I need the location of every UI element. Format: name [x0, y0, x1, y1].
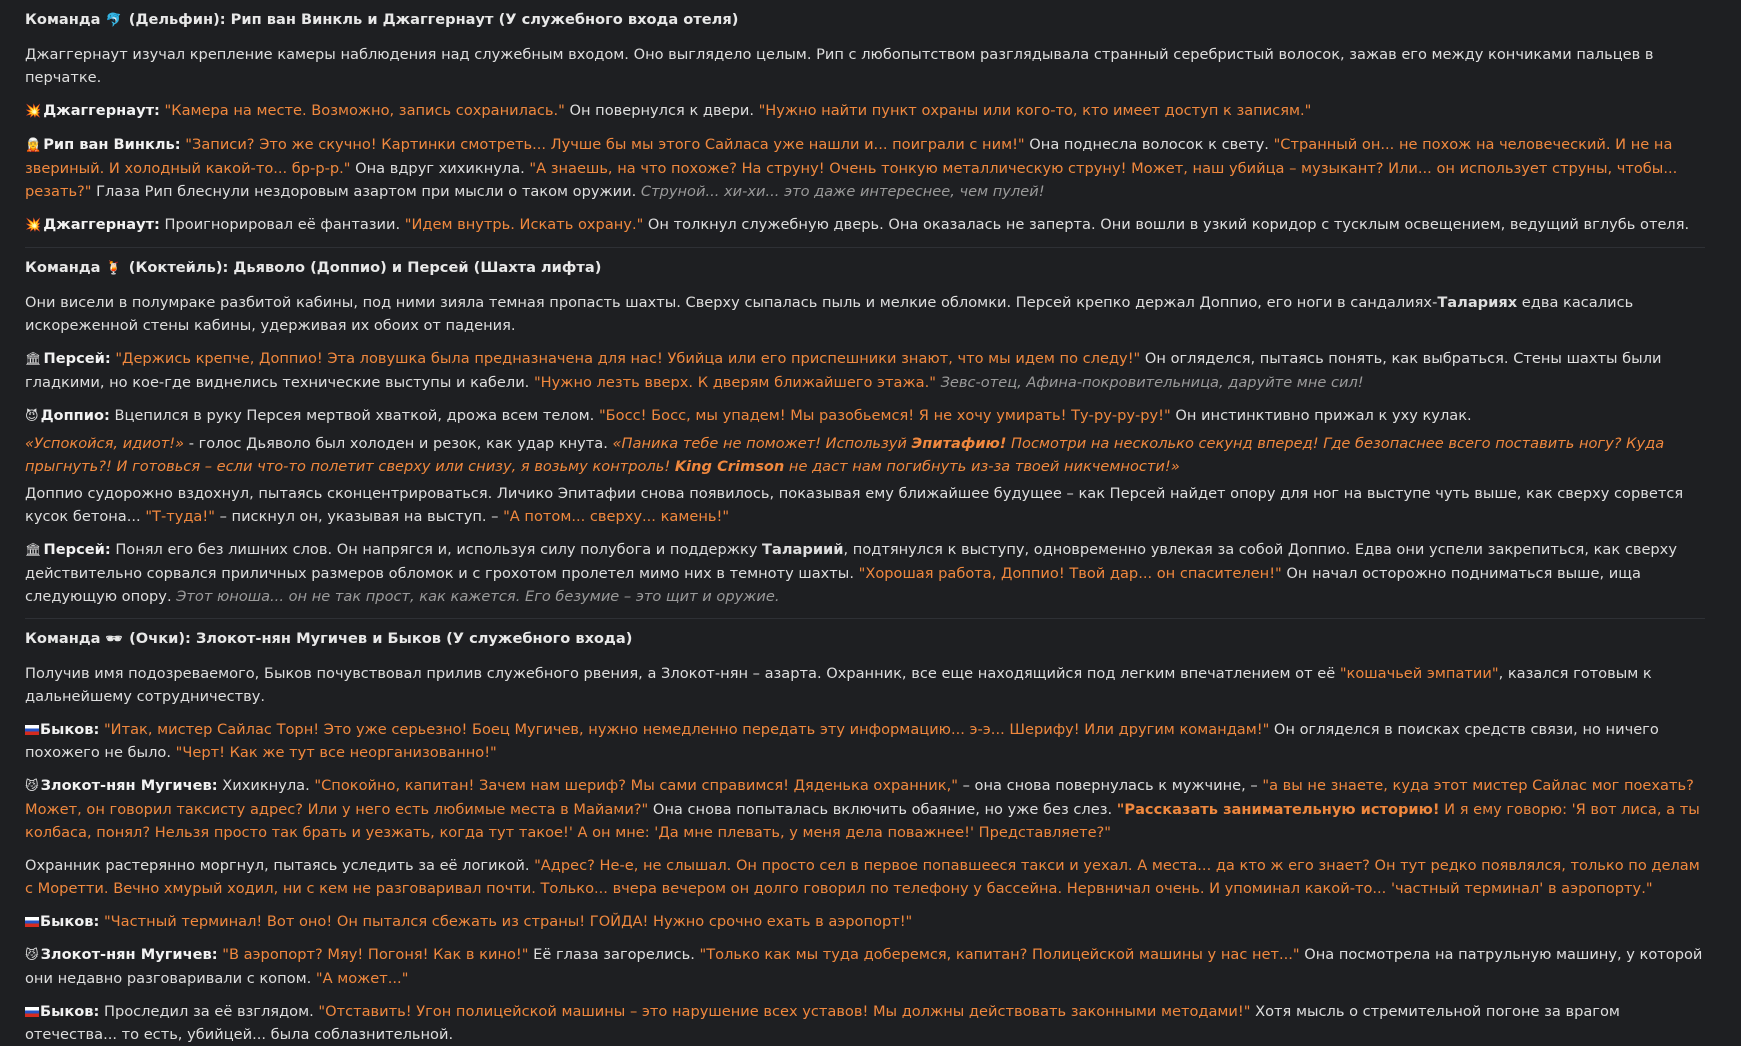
divider	[25, 618, 1705, 619]
devil-icon: 😈	[25, 409, 39, 424]
explosion-icon: 💥	[25, 218, 42, 233]
juggernaut-line-1: 💥 Джаггернаут: "Камера на месте. Возможно, запись сохранилась." Он повернулся к двери. "Нужно найти пункт охраны или кого-то, кто имеет доступ к записям."	[25, 102, 1312, 119]
team-dolphin-title: Команда 🐬 (Дельфин): Рип ван Винкль и Джаггернаут (У служебного входа отеля)	[25, 11, 739, 28]
team-cocktail-title: Команда 🍹 (Коктейль): Дьяволо (Доппио) и Персей (Шахта лифта)	[25, 259, 602, 276]
perseus-line-1: 🏛 Персей: "Держись крепче, Доппио! Эта ловушка была предназначена для нас! Убийца или его приспешники знают, что мы идем по следу!" Он огляделся, пытаясь понять, как выбраться. Стены шахты были гладкими, но кое-где виднелись технические выступы и кабели. "Нужно лезть вверх. К дверям ближайшего этажа." Зевс-отец, Афина-покровительница, даруйте мне сил!	[25, 350, 1662, 391]
russian-flag-icon	[25, 917, 39, 927]
temple-icon: 🏛	[25, 543, 42, 558]
team-dolphin-intro: Джаггернаут изучал крепление камеры наблюдения над служебным входом. Оно выглядело целым. Рип с любопытством разглядывала странный серебристый волосок, зажав его между кончиками пальцев в перчатке.	[25, 46, 1654, 86]
divider	[25, 247, 1705, 248]
elf-icon: 🧝	[25, 138, 42, 153]
rip-line: 🧝 Рип ван Винкль: "Записи? Это же скучно! Картинки смотреть... Лучше бы мы этого Сайласа уже нашли и... поиграли с ним!" Она поднесла волосок к свету. "Странный он... не похож на человеческий. И не на звериный. И холодный какой-то... бр-р-р." Она вдруг хихикнула. "А знаешь, на что похоже? На струну! Очень тонкую металлическую струну! Может, наш убийца – музыкант? Или... он использует струны, чтобы... резать?" Глаза Рип блеснули нездоровым азартом при мысли о таком оружии. Струной... хи-хи... это даже интереснее, чем пулей!	[25, 136, 1678, 200]
sunglasses-icon: 🕶	[105, 632, 123, 647]
cocktail-icon: 🍹	[105, 261, 122, 276]
team-glasses-intro: Получив имя подозреваемого, Быков почувствовал прилив служебного рвения, а Злокот-нян – азарта. Охранник, все еще находящийся под легким впечатлением от её "кошачьей эмпатии", казался готовым к дальнейшему сотрудничеству.	[25, 665, 1652, 705]
dolphin-icon: 🐬	[105, 13, 122, 28]
guard-line: Охранник растерянно моргнул, пытаясь уследить за её логикой. "Адрес? Не-е, не слышал. Он просто сел в первое попавшееся такси и уехал. А места... да кто ж его знает? Он тут редко появлялся, только по делам с Моретти. Вечно хмурый ходил, ни с кем не разговаривал почти. Только... вчера вечером он долго говорил по телефону у бассейна. Нервничал очень. И упоминал какой-то... 'частный терминал' в аэропорту."	[25, 857, 1700, 897]
temple-icon: 🏛	[25, 352, 42, 367]
zlokot-line-2: 😼 Злокот-нян Мугичев: "В аэропорт? Мяу! Погоня! Как в кино!" Её глаза загорелись. "Только как мы туда доберемся, капитан? Полицейской машины у нас нет..." Она посмотрела на патрульную машину, у которой они недавно разговаривали с копом. "А может..."	[25, 946, 1703, 987]
cat-icon: 😼	[25, 948, 39, 963]
zlokot-line-1: 😼 Злокот-нян Мугичев: Хихикнула. "Спокойно, капитан! Зачем нам шериф? Мы сами справимся! Дяденька охранник," – она снова повернулась к мужчине, – "а вы не знаете, куда этот мистер Сайлас мог поехать? Может, он говорил таксисту адрес? Или у него есть любимые места в Майами?" Она снова попыталась включить обаяние, но уже без слез. "Рассказать занимательную историю! И я ему говорю: 'Я вот лиса, а ты колбаса, понял? Нельзя просто так брать и уезжать, когда тут такое!' А он мне: 'Да мне плевать, у меня дела поважнее!' Представляете?"	[25, 777, 1700, 841]
bykov-line-1: Быков: "Итак, мистер Сайлас Торн! Это уже серьезно! Боец Мугичев, нужно немедленно передать эту информацию... э-э... Шерифу! Или другим командам!" Он огляделся в поисках средств связи, но ничего похожего не было. "Черт! Как же тут все неорганизованно!"	[25, 721, 1659, 761]
russian-flag-icon	[25, 1007, 39, 1017]
doppio-line: 😈 Доппио: Вцепился в руку Персея мертвой хваткой, дрожа всем телом. "Босс! Босс, мы упадем! Мы разобьемся! Я не хочу умирать! Ту-ру-ру-ру!" Он инстинктивно прижал к уху кулак.	[25, 407, 1472, 424]
bykov-line-3: Быков: Проследил за её взглядом. "Отставить! Угон полицейской машины – это нарушение всех уставов! Мы должны действовать законными методами!" Хотя мысль о стремительной погоне за врагом отечества... то есть, убийцей... была соблазнительной.	[25, 1003, 1620, 1043]
team-glasses-title: Команда 🕶 (Очки): Злокот-нян Мугичев и Быков (У служебного входа)	[25, 630, 633, 647]
diavolo-line: «Успокойся, идиот!» - голос Дьяволо был холоден и резок, как удар кнута. «Паника тебе не поможет! Используй Эпитафию! Посмотри на несколько секунд вперед! Где безопаснее всего поставить ногу? Куда прыгнуть?! И готовься – если что-то полетит сверху или снизу, я возьму контроль! King Crimson не даст нам погибнуть из-за твоей никчемности!»	[25, 435, 1665, 475]
explosion-icon: 💥	[25, 104, 42, 119]
juggernaut-line-2: 💥 Джаггернаут: Проигнорировал её фантазии. "Идем внутрь. Искать охрану." Он толкнул служебную дверь. Она оказалась не заперта. Они вошли в узкий коридор с тусклым освещением, ведущий вглубь отеля.	[25, 216, 1690, 233]
russian-flag-icon	[25, 725, 39, 735]
bykov-line-2: Быков: "Частный терминал! Вот оно! Он пытался сбежать из страны! ГОЙДА! Нужно срочно ехать в аэропорт!"	[25, 910, 1705, 933]
perseus-line-2: 🏛 Персей: Понял его без лишних слов. Он напрягся и, используя силу полубога и поддержку Талариий, подтянулся к выступу, одновременно увлекая за собой Доппио. Едва они успели закрепиться, как сверху действительно сорвался приличных размеров обломок и с грохотом пролетел мимо них в темноту шахты. "Хорошая работа, Доппио! Твой дар... он спасителен!" Он начал осторожно подниматься выше, ища следующую опору. Этот юноша... он не так прост, как кажется. Его безумие – это щит и оружие.	[25, 541, 1677, 605]
doppio-narration: Доппио судорожно вздохнул, пытаясь сконцентрироваться. Личико Эпитафии снова появилось, показывая ему ближайшее будущее – как Персей найдет опору для ног на выступе чуть выше, как сверху сорвется кусок бетона... "Т-туда!" – пискнул он, указывая на выступ. – "А потом... сверху... камень!"	[25, 485, 1684, 525]
cat-icon: 😼	[25, 779, 39, 794]
team-cocktail-intro: Они висели в полумраке разбитой кабины, под ними зияла темная пропасть шахты. Сверху сыпалась пыль и мелкие обломки. Персей крепко держал Доппио, его ноги в сандалиях-Талариях едва касались искореженной стены кабины, удерживая их обоих от падения.	[25, 294, 1634, 334]
